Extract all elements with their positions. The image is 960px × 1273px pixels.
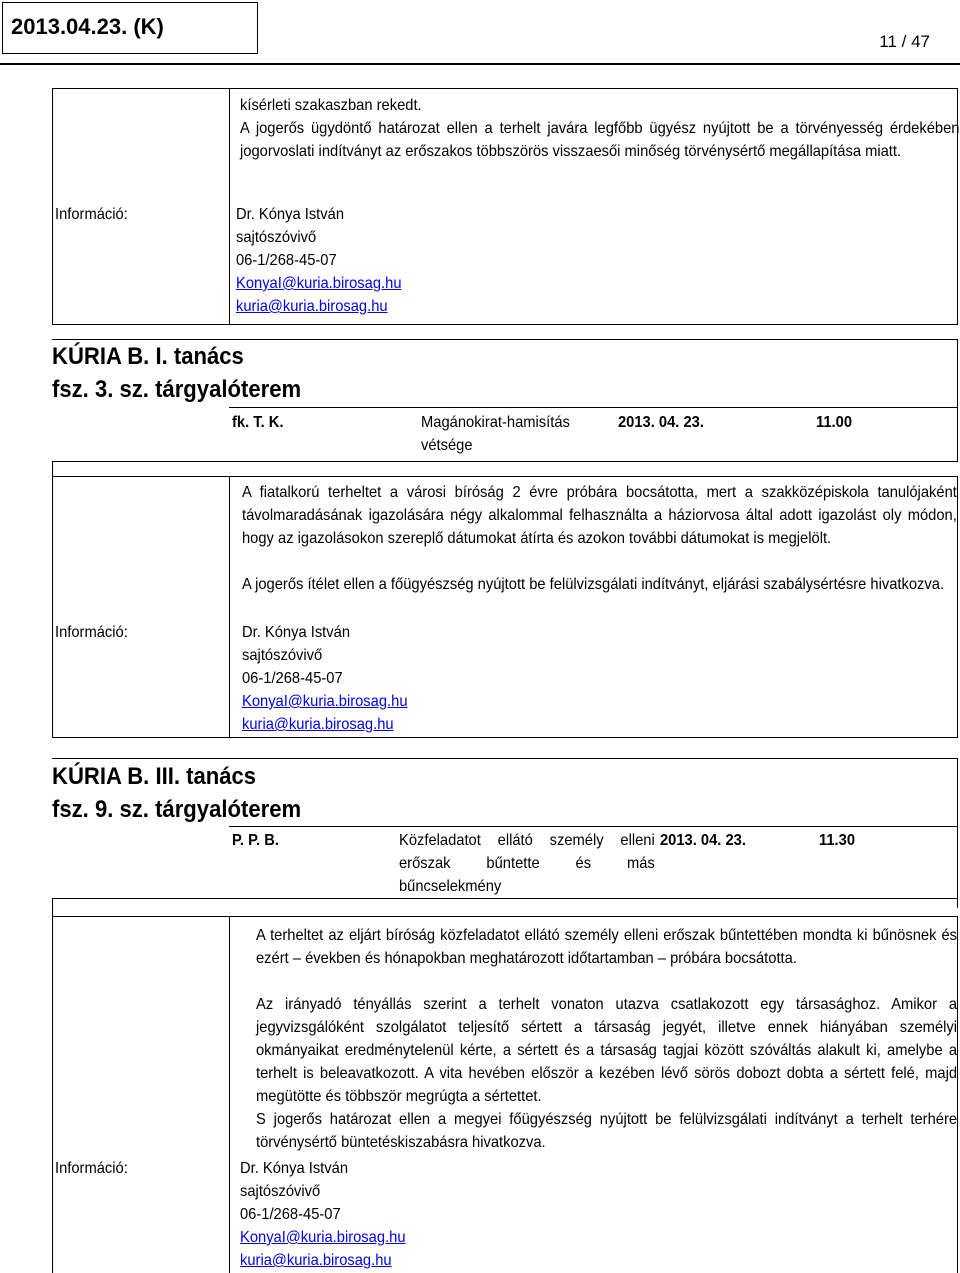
case-summary-paragraph: A terheltet az eljárt bíróság közfeladatot ellátó személy elleni erőszak bűntettében mondta ki bűnösnek és ezért – években és hónapokban meghatározott időtartamban – próbára bocsátotta. xyxy=(256,927,958,967)
contact-email-link[interactable]: kuria@kuria.birosag.hu xyxy=(240,1252,392,1269)
table-border xyxy=(52,88,53,325)
contact-email-link[interactable]: kuria@kuria.birosag.hu xyxy=(242,716,394,733)
contact-phone: 06-1/268-45-07 xyxy=(242,670,343,687)
table-border xyxy=(52,461,53,477)
info-label: Információ: xyxy=(55,206,128,223)
document-date: 2013.04.23. (K) xyxy=(2,2,258,54)
case-summary-paragraph: A jogerős ügydöntő határozat ellen a terhelt javára legfőbb ügyész nyújtott be a törvényesség érdekében jogorvoslati indítványt az erőszakos többszörös visszaesői minőség törvénysértő megállapítása miatt. xyxy=(240,120,960,160)
table-border xyxy=(229,476,230,738)
table-border xyxy=(52,737,958,738)
contact-phone: 06-1/268-45-07 xyxy=(236,252,337,269)
info-label: Információ: xyxy=(55,1160,128,1177)
header-divider xyxy=(0,63,960,65)
contact-name: Dr. Kónya István xyxy=(242,624,350,641)
charge-text: Magánokirat-hamisítás vétsége xyxy=(421,414,570,454)
contact-role: sajtószóvivő xyxy=(242,647,323,664)
court-panel-heading: KÚRIA B. III. tanács xyxy=(52,763,257,790)
table-border xyxy=(957,758,958,908)
contact-phone: 06-1/268-45-07 xyxy=(240,1206,341,1223)
info-label: Információ: xyxy=(55,624,128,641)
table-border xyxy=(957,476,958,738)
hearing-date: 2013. 04. 23. xyxy=(618,414,704,431)
case-summary-paragraph: S jogerős határozat ellen a megyei főügyészség nyújtott be felülvizsgálati indítványt a terhelt terhére törvénysértő büntetéskiszabásra hivatkozva. xyxy=(256,1111,958,1151)
table-border xyxy=(52,476,958,477)
table-border xyxy=(52,898,958,899)
charge-text: Közfeladatot ellátó személy elleni erőszak bűntette és más bűncselekmény xyxy=(399,832,655,895)
table-border xyxy=(957,339,958,462)
contact-name: Dr. Kónya István xyxy=(236,206,344,223)
courtroom-heading: fsz. 3. sz. tárgyalóterem xyxy=(52,376,302,403)
table-border xyxy=(229,407,958,408)
table-border xyxy=(52,324,958,325)
contact-email-link[interactable]: kuria@kuria.birosag.hu xyxy=(236,298,388,315)
case-summary-paragraph: Az irányadó tényállás szerint a terhelt vonaton utazva csatlakozott egy társasághoz. Amikor a jegyvizsgálóként szolgálatot teljesítő sértett a társaság jegyét, illetve ennek hiányában személyi okmányaikat eredménytelenül kérte, a sértett és a társaság tagjai között szóváltás alakult ki, amelybe a terhelt is beleavatkozott. A vita hevében először a kezében lévő sörös dobozt dobta a sértett felé, majd megütötte és többször megrúgta a sértettet. xyxy=(256,996,958,1105)
table-border xyxy=(52,461,958,462)
contact-role: sajtószóvivő xyxy=(236,229,317,246)
table-border xyxy=(52,916,53,1273)
table-border xyxy=(229,88,230,325)
contact-role: sajtószóvivő xyxy=(240,1183,321,1200)
table-border xyxy=(52,898,53,916)
page-number: 11 / 47 xyxy=(879,32,930,51)
contact-name: Dr. Kónya István xyxy=(240,1160,348,1177)
contact-email-link[interactable]: KonyaI@kuria.birosag.hu xyxy=(236,275,402,292)
table-border xyxy=(957,916,958,1273)
contact-email-link[interactable]: KonyaI@kuria.birosag.hu xyxy=(240,1229,406,1246)
table-border xyxy=(52,916,958,917)
table-border xyxy=(229,916,230,1273)
table-border xyxy=(229,826,958,827)
defendant-initials: fk. T. K. xyxy=(232,414,284,431)
case-summary-paragraph: kísérleti szakaszban rekedt. xyxy=(240,97,422,114)
hearing-date: 2013. 04. 23. xyxy=(660,832,746,849)
table-border xyxy=(52,88,958,89)
defendant-initials: P. P. B. xyxy=(232,832,279,849)
hearing-time: 11.00 xyxy=(816,414,853,431)
courtroom-heading: fsz. 9. sz. tárgyalóterem xyxy=(52,796,302,823)
court-panel-heading: KÚRIA B. I. tanács xyxy=(52,343,244,370)
case-summary-paragraph: A fiatalkorú terheltet a városi bíróság 2 évre próbára bocsátotta, mert a szakközépiskola tanulójaként távolmaradásának igazolására négy alkalommal felhasználta a háziorvosa által adott igazolást oly módon, hogy az igazolásokon szereplő dátumokat átírta és azokon további dátumokat is megjelölt. xyxy=(242,484,957,547)
case-summary-paragraph: A jogerős ítélet ellen a főügyészség nyújtott be felülvizsgálati indítványt, eljárási szabálysértésre hivatkozva. xyxy=(242,576,945,593)
table-border xyxy=(52,476,53,738)
table-border xyxy=(52,758,958,759)
hearing-time: 11.30 xyxy=(819,832,856,849)
contact-email-link[interactable]: KonyaI@kuria.birosag.hu xyxy=(242,693,408,710)
